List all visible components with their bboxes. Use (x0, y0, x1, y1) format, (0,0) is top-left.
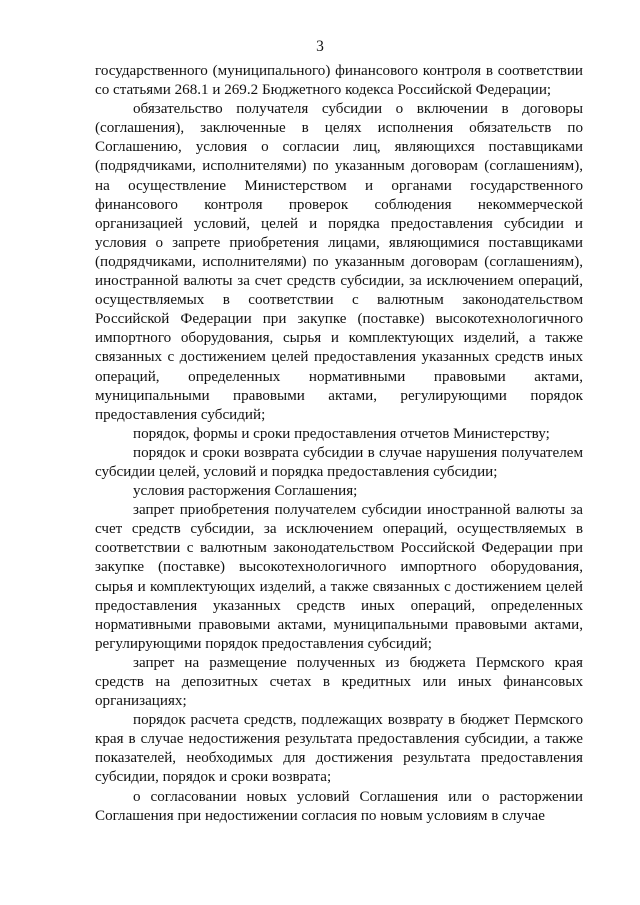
paragraph-refund-procedure: порядок и сроки возврата субсидии в случае нарушения получателем субсидии целей, условий и порядка предоставления субсидии; (95, 444, 583, 480)
paragraph-deposit-ban: запрет на размещение полученных из бюджета Пермского края средств на депозитных счетах в кредитных или иных финансовых организациях; (95, 654, 583, 710)
document-body (95, 62, 583, 826)
paragraph-refund-calculation: порядок расчета средств, подлежащих возврату в бюджет Пермского края в случае недостижения результата предоставления субсидии, а также показателей, необходимых для достижения результата предоставления субсидии, порядок и сроки возврата; (95, 712, 583, 786)
paragraph-continuation: государственного (муниципального) финансового контроля в соответствии со статьями 268.1 и 269.2 Бюджетного кодекса Российской Федерации; (95, 63, 583, 99)
paragraph-reporting-procedure: порядок, формы и сроки предоставления отчетов Министерству; (133, 425, 550, 442)
paragraph-obligation-contracts: обязательство получателя субсидии о включении в договоры (соглашения), заключенные в целях исполнения обязательств по Соглашению, условия о согласии лиц, являющихся поставщиками (подрядчиками, исполнителями) по указанным договорам (соглашениям), на осуществление Министерством и органами государственного финансового контроля проверок соблюдения некоммерческой организацией условий, целей и порядка предоставления субсидии и условия о запрете приобретения лицами, являющимися поставщиками (подрядчиками, исполнителями) по указанным договорам (соглашениям), иностранной валюты за счет средств субсидии, за исключением операций, осуществляемых в соответствии с валютным законодательством Российской Федерации при закупке (поставке) высокотехнологичного импортного оборудования, сырья и комплектующих изделий, а также связанных с достижением целей предоставления указанных средств иных операций, определенных нормативными правовыми актами, муниципальными правовыми актами, регулирующими порядок предоставления субсидий; (95, 101, 583, 423)
page-number: 3 (316, 38, 324, 55)
paragraph-new-conditions: о согласовании новых условий Соглашения или о расторжении Соглашения при недостижении согласия по новым условиям в случае (95, 788, 583, 824)
paragraph-termination-conditions: условия расторжения Соглашения; (133, 483, 358, 500)
paragraph-currency-ban: запрет приобретения получателем субсидии иностранной валюты за счет средств субсидии, за исключением операций, осуществляемых в соответствии с валютным законодательством Российской Федерации при закупке (поставке) высокотехнологичного импортного оборудования, сырья и комплектующих изделий, а также связанных с достижением целей предоставления указанных средств иных операций, определенных нормативными правовыми актами, муниципальными правовыми актами, регулирующими порядок предоставления субсидий; (95, 502, 583, 652)
